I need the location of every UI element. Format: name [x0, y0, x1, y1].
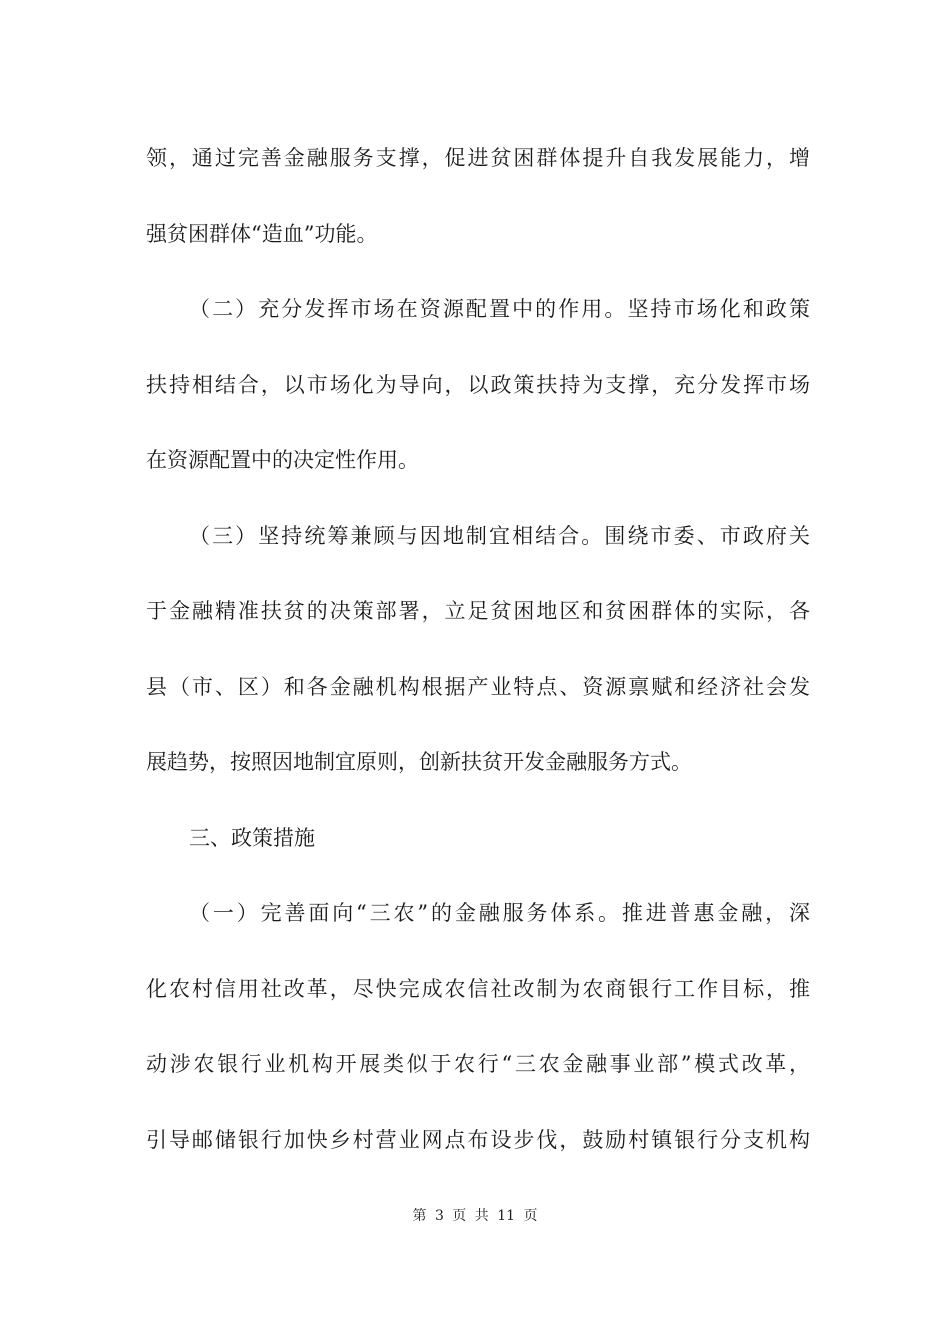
paragraph-line: 动涉农银行业机构开展类似于农行“三农金融事业部”模式改革，	[146, 1052, 810, 1076]
paragraph-line: 县（市、区）和各金融机构根据产业特点、资源禀赋和经济社会发	[146, 674, 810, 699]
section-heading: 三、政策措施	[189, 825, 315, 850]
paragraph-line: 展趋势，按照因地制宜原则，创新扶贫开发金融服务方式。	[146, 750, 692, 774]
paragraph-line: 强贫困群体“造血”功能。	[146, 221, 378, 246]
paragraph-line: 化农村信用社改革，尽快完成农信社改制为农商银行工作目标，推	[146, 976, 810, 1001]
paragraph-line: 在资源配置中的决定性作用。	[146, 448, 419, 472]
paragraph-line: 引导邮储银行加快乡村营业网点布设步伐，鼓励村镇银行分支机构	[146, 1127, 810, 1152]
document-body	[146, 132, 810, 1189]
paragraph-line: 扶持相结合，以市场化为导向，以政策扶持为支撑，充分发挥市场	[146, 372, 810, 397]
page-number-footer: 第 3 页 共 11 页	[412, 1208, 538, 1224]
paragraph-line: （三）坚持统筹兼顾与因地制宜相结合。围绕市委、市政府关	[189, 523, 810, 548]
paragraph-line: （一）完善面向“三农”的金融服务体系。推进普惠金融，深	[189, 901, 810, 925]
paragraph-line: 领，通过完善金融服务支撑，促进贫困群体提升自我发展能力，增	[146, 146, 810, 170]
paragraph-line: （二）充分发挥市场在资源配置中的作用。坚持市场化和政策	[189, 297, 810, 321]
paragraph-line: 于金融精准扶贫的决策部署，立足贫困地区和贫困群体的实际，各	[146, 599, 810, 623]
